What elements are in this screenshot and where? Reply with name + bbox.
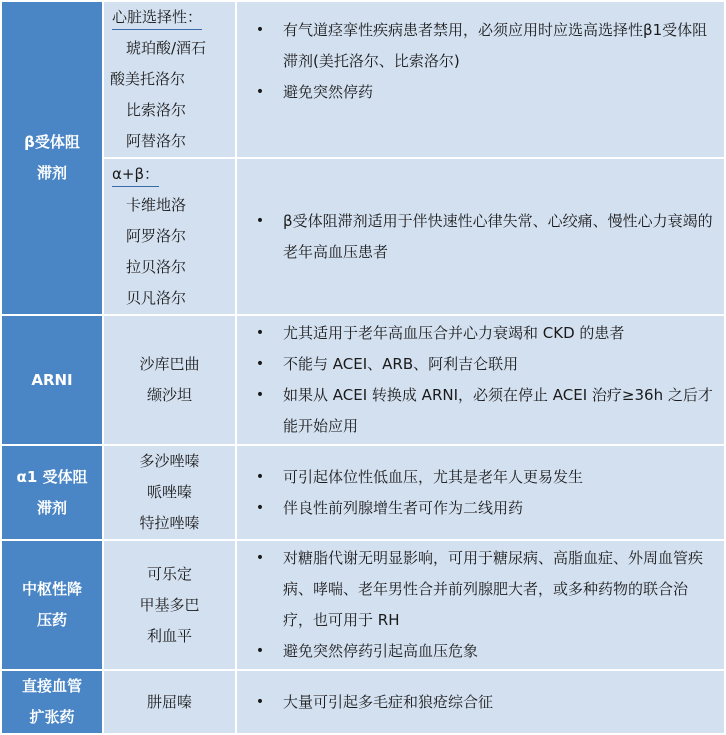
bullet-icon: •	[255, 84, 265, 100]
drug-cell	[103, 670, 236, 734]
bullet-icon: •	[255, 212, 265, 229]
drug-name: 琥珀酸/酒石	[126, 39, 207, 57]
drug-name: 哌唑嗪	[146, 483, 192, 501]
category-line: β受体阻	[24, 133, 80, 151]
drug-name: 沙库巴曲	[139, 355, 200, 373]
drug-name: 比索洛尔	[126, 101, 187, 119]
notes-cell	[236, 445, 725, 540]
bullet-icon: •	[255, 387, 265, 403]
table-row	[1, 540, 725, 670]
category-cell	[1, 540, 103, 670]
category-cell	[1, 670, 103, 734]
table-row	[1, 158, 725, 315]
note-text: 大量可引起多毛症和狼疮综合征	[283, 692, 494, 711]
category-line: 中枢性降	[21, 580, 82, 598]
note-text: 不能与 ACEI、ARB、阿利吉仑联用	[283, 355, 519, 373]
note-item	[237, 349, 714, 380]
bullet-icon: •	[255, 550, 265, 566]
note-text: 避免突然停药	[283, 83, 374, 101]
drug-cell	[103, 1, 236, 158]
note-text: 避免突然停药引起高血压危象	[283, 642, 479, 660]
bullet-icon: •	[255, 468, 265, 485]
notes-cell	[236, 670, 725, 734]
drug-cell	[103, 158, 236, 315]
drug-name: 利血平	[146, 626, 192, 645]
notes-cell	[236, 158, 725, 315]
category-line: 滞剂	[36, 498, 67, 517]
bullet-icon: •	[255, 499, 265, 516]
category-cell	[1, 315, 103, 445]
note-item	[237, 543, 714, 636]
notes-cell	[236, 1, 725, 158]
note-text: β受体阻滞剂适用于伴快速性心律失常、心绞痛、慢性心力衰竭的老年高血压患者	[283, 211, 713, 261]
drug-name: 卡维地洛	[126, 196, 187, 214]
bullet-icon: •	[255, 643, 265, 659]
note-item	[237, 77, 714, 108]
drug-name: 肼屈嗪	[146, 692, 192, 711]
drug-name: 甲基多巴	[139, 595, 200, 614]
notes-cell	[236, 315, 725, 445]
note-item	[237, 493, 714, 524]
note-item	[237, 636, 714, 667]
category-line: 滞剂	[36, 164, 67, 182]
bullet-icon: •	[255, 22, 265, 38]
drug-group-header: 心脏选择性：	[104, 2, 235, 33]
note-text: 有气道痉挛性疾病患者禁用，必须应用时应选高选择性β1受体阻滞剂(美托洛尔、比索洛尔)	[283, 21, 708, 70]
note-item	[237, 462, 714, 493]
category-line: 扩张药	[29, 708, 75, 726]
note-text: 伴良性前列腺增生者可作为二线用药	[283, 498, 524, 517]
bullet-icon: •	[255, 693, 265, 710]
category-cell	[1, 445, 103, 540]
note-item	[237, 318, 714, 349]
category-cell	[1, 1, 103, 315]
table-row	[1, 670, 725, 734]
drug-cell	[103, 540, 236, 670]
note-item	[237, 206, 714, 268]
drug-name: 阿替洛尔	[126, 132, 187, 150]
note-text: 如果从 ACEI 转换成 ARNI，必须在停止 ACEI 治疗≥36h 之后才能开始应用	[283, 386, 713, 435]
note-item	[237, 687, 714, 718]
drug-name: 拉贝洛尔	[126, 258, 187, 276]
note-text: 对糖脂代谢无明显影响，可用于糖尿病、高脂血症、外周血管疾病、哮喘、老年男性合并前列腺肥大者，或多种药物的联合治疗，也可用于 RH	[283, 549, 704, 629]
note-text: 可引起体位性低血压，尤其是老年人更易发生	[283, 467, 584, 486]
drug-name: 阿罗洛尔	[126, 227, 187, 245]
drug-name: 酸美托洛尔	[110, 70, 186, 88]
drug-cell	[103, 315, 236, 445]
category-line: 压药	[36, 611, 67, 629]
drug-name: 特拉唑嗪	[139, 514, 200, 532]
drug-name: 贝凡洛尔	[126, 289, 187, 307]
category-line: 直接血管	[21, 677, 82, 695]
notes-cell	[236, 540, 725, 670]
drug-group-header: α+β：	[104, 159, 235, 190]
drug-name: 多沙唑嗪	[139, 452, 200, 470]
note-item	[237, 380, 714, 442]
drug-name: 缬沙坦	[146, 386, 192, 404]
bullet-icon: •	[255, 325, 265, 341]
table-row	[1, 1, 725, 158]
table-row	[1, 445, 725, 540]
category-line: ARNI	[31, 370, 73, 389]
drug-cell	[103, 445, 236, 540]
note-text: 尤其适用于老年高血压合并心力衰竭和 CKD 的患者	[283, 324, 625, 342]
category-line: α1 受体阻	[16, 467, 88, 486]
bullet-icon: •	[255, 356, 265, 372]
drug-name: 可乐定	[146, 564, 192, 583]
table-row	[1, 315, 725, 445]
note-item	[237, 15, 714, 77]
